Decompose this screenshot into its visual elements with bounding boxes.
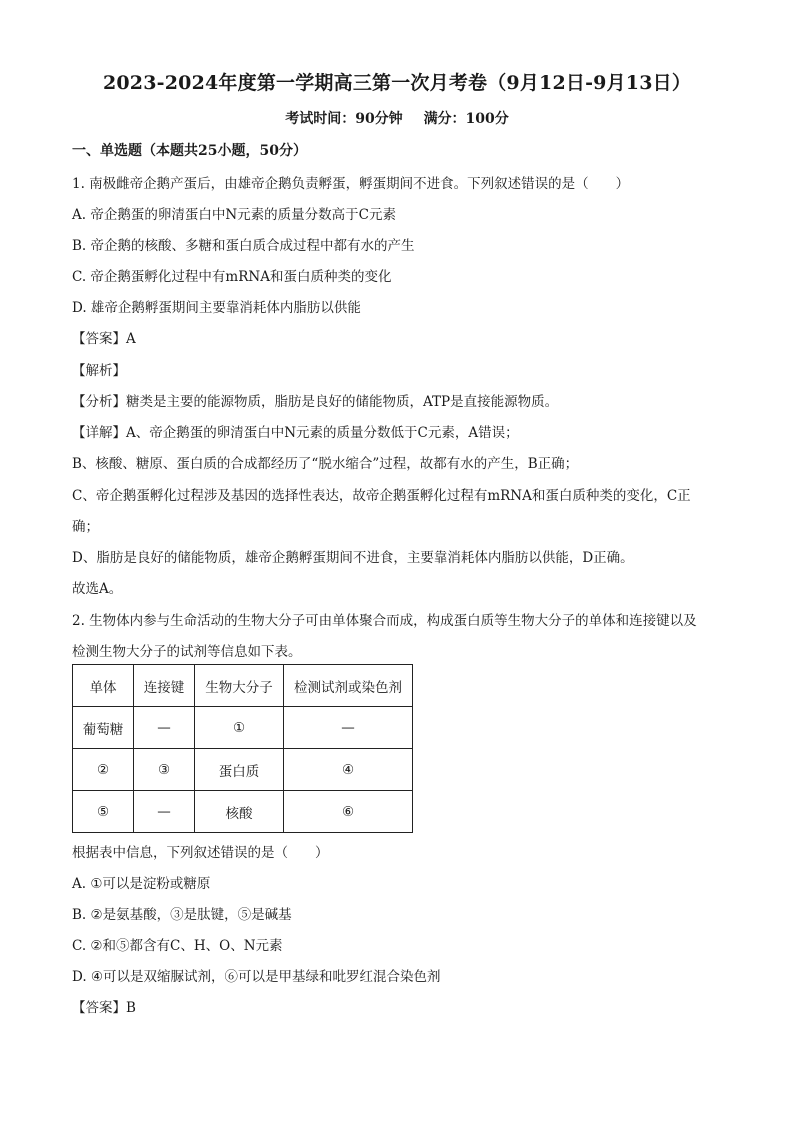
q2-answer: 【答案】B: [72, 1000, 136, 1016]
q1-stem: 1. 南极雌帝企鹅产蛋后，由雄帝企鹅负责孵蛋，孵蛋期间不进食。下列叙述错误的是（ ）: [72, 176, 630, 192]
table-cell: ④: [284, 749, 413, 791]
q1-answer: 【答案】A: [72, 331, 136, 347]
biomolecule-table: [72, 664, 413, 833]
table-cell: —: [134, 791, 195, 833]
table-row: [73, 791, 413, 833]
q2-stem-cont: 检测生物大分子的试剂等信息如下表。: [72, 644, 302, 660]
table-row: [73, 707, 413, 749]
q1-option-b: B. 帝企鹅的核酸、多糖和蛋白质合成过程中都有水的产生: [72, 238, 415, 254]
q1-detail-d: D、脂肪是良好的储能物质，雄帝企鹅孵蛋期间不进食，主要靠消耗体内脂肪以供能，D正确。: [72, 550, 634, 566]
table-cell: ①: [195, 707, 284, 749]
q1-detail-a: 【详解】A、帝企鹅蛋的卵清蛋白中N元素的质量分数低于C元素，A错误；: [72, 425, 519, 441]
table-header-cell: 生物大分子: [195, 665, 284, 707]
table-cell: 核酸: [195, 791, 284, 833]
table-cell: 蛋白质: [195, 749, 284, 791]
table-header-cell: 单体: [73, 665, 134, 707]
q2-question: 根据表中信息，下列叙述错误的是（ ）: [72, 845, 329, 861]
q1-fenxi: 【分析】糖类是主要的能源物质，脂肪是良好的储能物质，ATP是直接能源物质。: [72, 394, 559, 410]
table-cell: ⑤: [73, 791, 134, 833]
q2-option-a: A. ①可以是淀粉或糖原: [72, 876, 211, 892]
table-cell: ②: [73, 749, 134, 791]
q1-detail-c-cont: 确；: [72, 519, 99, 535]
table-cell: —: [134, 707, 195, 749]
q2-option-b: B. ②是氨基酸，③是肽键，⑤是碱基: [72, 907, 292, 923]
q2-option-c: C. ②和⑤都含有C、H、O、N元素: [72, 938, 283, 954]
section-heading: 一、单选题（本题共25小题，50分）: [72, 143, 307, 159]
exam-title: 2023-2024年度第一学期高三第一次月考卷（9月12日-9月13日）: [102, 72, 692, 94]
table-cell: ③: [134, 749, 195, 791]
exam-score: 满分：100分: [423, 111, 509, 127]
q1-analysis-label: 【解析】: [72, 363, 126, 379]
table-row: [73, 749, 413, 791]
q1-detail-c: C、帝企鹅蛋孵化过程涉及基因的选择性表达，故帝企鹅蛋孵化过程有mRNA和蛋白质种类的变化，C正: [72, 488, 691, 504]
table-cell: 葡萄糖: [73, 707, 134, 749]
q1-conclusion: 故选A。: [72, 581, 123, 597]
table-header-cell: 检测试剂或染色剂: [284, 665, 413, 707]
q2-stem: 2. 生物体内参与生命活动的生物大分子可由单体聚合而成，构成蛋白质等生物大分子的单体和连接键以及: [72, 613, 697, 629]
table-header-cell: 连接键: [134, 665, 195, 707]
q1-option-d: D. 雄帝企鹅孵蛋期间主要靠消耗体内脂肪以供能: [72, 300, 361, 316]
table-cell: —: [284, 707, 413, 749]
q1-option-c: C. 帝企鹅蛋孵化过程中有mRNA和蛋白质种类的变化: [72, 269, 392, 285]
exam-time: 考试时间：90分钟: [285, 111, 403, 127]
table-cell: ⑥: [284, 791, 413, 833]
table-header-row: [73, 665, 413, 707]
exam-info: [0, 108, 794, 128]
q1-option-a: A. 帝企鹅蛋的卵清蛋白中N元素的质量分数高于C元素: [72, 207, 396, 223]
q1-detail-b: B、核酸、糖原、蛋白质的合成都经历了“脱水缩合”过程，故都有水的产生，B正确；: [72, 456, 579, 472]
q2-option-d: D. ④可以是双缩脲试剂，⑥可以是甲基绿和吡罗红混合染色剂: [72, 969, 441, 985]
